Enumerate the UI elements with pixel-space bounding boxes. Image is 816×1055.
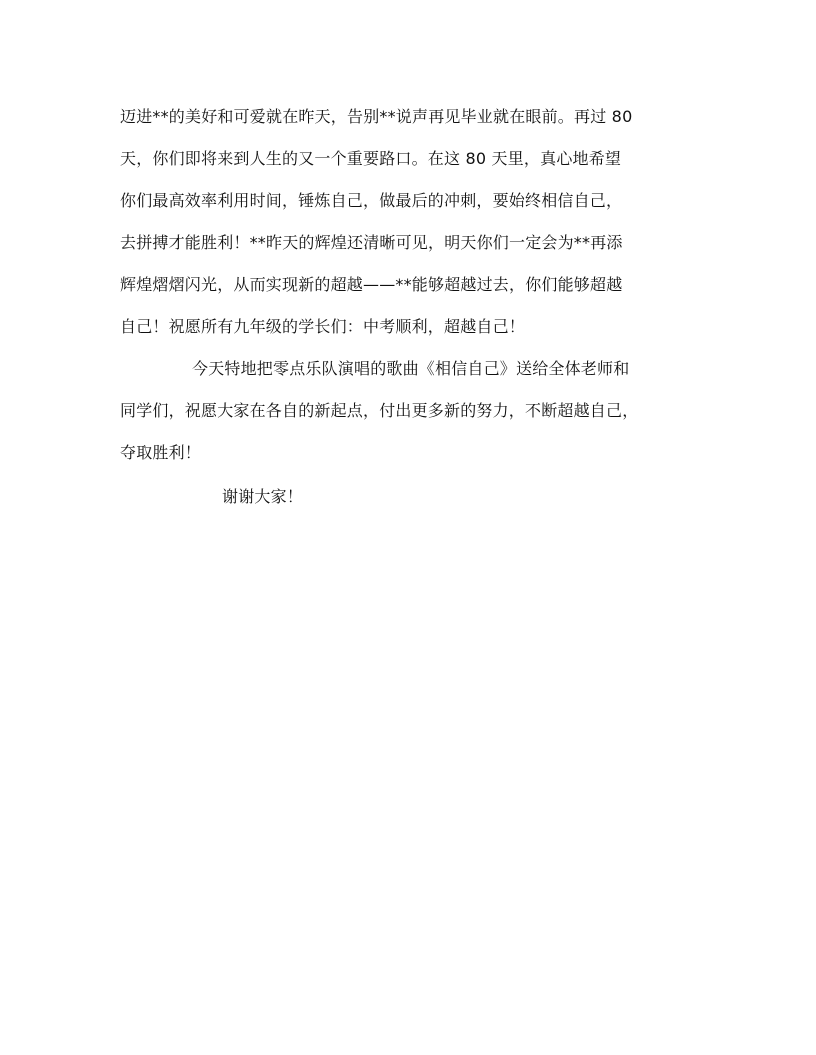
paragraph-line-9: 夺取胜利！ bbox=[120, 443, 202, 462]
paragraph-line-6: 自己！祝愿所有九年级的学长们：中考顺利，超越自己！ bbox=[120, 317, 526, 336]
paragraph-line-8: 同学们，祝愿大家在各自的新起点，付出更多新的努力，不断超越自己， bbox=[120, 401, 639, 420]
paragraph-line-1: 迈进**的美好和可爱就在昨天，告别**说声再见毕业就在眼前。再过 80 bbox=[120, 107, 633, 126]
paragraph-line-2: 天，你们即将来到人生的又一个重要路口。在这 80 天里，真心地希望 bbox=[120, 149, 622, 168]
paragraph-line-3: 你们最高效率利用时间，锤炼自己，做最后的冲刺，要始终相信自己， bbox=[120, 191, 623, 210]
closing-thanks: 谢谢大家！ bbox=[222, 487, 304, 506]
paragraph-line-7: 今天特地把零点乐队演唱的歌曲《相信自己》送给全体老师和 bbox=[192, 359, 630, 378]
paragraph-line-4: 去拼搏才能胜利！**昨天的辉煌还清晰可见，明天你们一定会为**再添 bbox=[120, 233, 623, 252]
paragraph-line-5: 辉煌熠熠闪光，从而实现新的超越——**能够超越过去，你们能够超越 bbox=[120, 275, 623, 294]
